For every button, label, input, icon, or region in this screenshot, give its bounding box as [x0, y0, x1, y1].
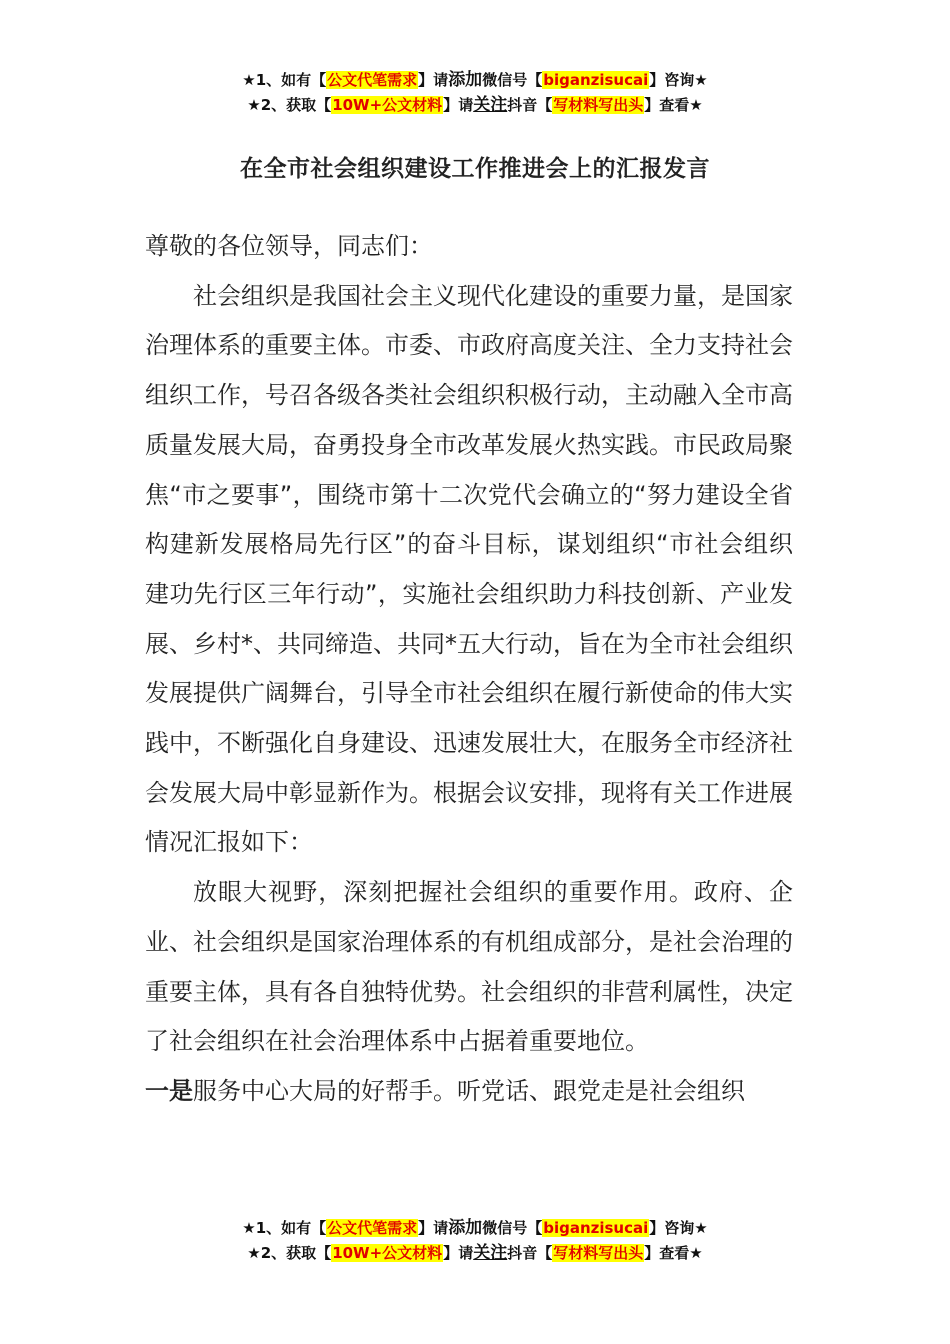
banner-text: ★2、获取【 — [247, 1244, 332, 1262]
footer-banner-line-2 — [0, 1241, 950, 1266]
banner-highlight-douyin-id: 写材料写出头 — [553, 96, 644, 114]
banner-text: 】咨询★ — [649, 71, 708, 89]
banner-highlight-materials: 10W+公文材料 — [332, 96, 443, 114]
banner-text: 】请 — [443, 96, 474, 114]
banner-text: 】请 — [443, 1244, 474, 1262]
document-body — [145, 222, 793, 1117]
banner-text: 】请 — [418, 1219, 449, 1237]
point-lead: 一是 — [145, 1076, 193, 1105]
banner-text: 】咨询★ — [649, 1219, 708, 1237]
banner-text: 】查看★ — [644, 96, 703, 114]
banner-text: 】查看★ — [644, 1244, 703, 1262]
banner-highlight-materials: 10W+公文材料 — [332, 1244, 443, 1262]
banner-text: 】请 — [418, 71, 449, 89]
banner-emphasis: 添加 — [448, 1218, 483, 1238]
header-banner-line-2 — [0, 93, 950, 118]
banner-text: 抖音【 — [507, 1244, 553, 1262]
banner-text: 微信号【 — [482, 71, 543, 89]
banner-text: ★1、如有【 — [242, 1219, 327, 1237]
banner-text: ★2、获取【 — [247, 96, 332, 114]
banner-highlight-douyin-id: 写材料写出头 — [553, 1244, 644, 1262]
salutation: 尊敬的各位领导，同志们： — [145, 232, 433, 260]
header-banner-line-1 — [0, 68, 950, 93]
paragraph-point-one — [145, 1067, 793, 1117]
banner-emphasis: 关注 — [473, 95, 508, 115]
banner-highlight-service: 公文代笔需求 — [327, 1219, 418, 1237]
header-banner — [0, 68, 950, 118]
point-text: 服务中心大局的好帮手。听党话、跟党走是社会组织 — [193, 1076, 745, 1105]
banner-highlight-wechat-id: biganzisucai — [543, 1219, 649, 1237]
banner-text: ★1、如有【 — [242, 71, 327, 89]
paragraph-intro: 社会组织是我国社会主义现代化建设的重要力量，是国家治理体系的重要主体。市委、市政府高度关注、全力支持社会组织工作，号召各级各类社会组织积极行动，主动融入全市高质量发展大局，奋勇投身全市改革发展火热实践。市民政局聚焦“市之要事”，围绕市第十二次党代会确立的“努力建设全省构建新发展格局先行区”的奋斗目标，谋划组织“市社会组织建功先行区三年行动”，实施社会组织助力科技创新、产业发展、乡村*、共同缔造、共同*五大行动，旨在为全市社会组织发展提供广阔舞台，引导全市社会组织在履行新使命的伟大实践中，不断强化自身建设、迅速发展壮大，在服务全市经济社会发展大局中彰显新作为。根据会议安排，现将有关工作进展情况汇报如下： — [145, 281, 793, 857]
footer-banner — [0, 1216, 950, 1266]
paragraph-role: 放眼大视野，深刻把握社会组织的重要作用。政府、企业、社会组织是国家治理体系的有机组成部分，是社会治理的重要主体，具有各自独特优势。社会组织的非营利属性，决定了社会组织在社会治理体系中占据着重要地位。 — [145, 878, 793, 1056]
document-title: 在全市社会组织建设工作推进会上的汇报发言 — [240, 156, 710, 182]
banner-highlight-wechat-id: biganzisucai — [543, 71, 649, 89]
banner-text: 微信号【 — [482, 1219, 543, 1237]
footer-banner-line-1 — [0, 1216, 950, 1241]
banner-highlight-service: 公文代笔需求 — [327, 71, 418, 89]
banner-text: 抖音【 — [507, 96, 553, 114]
banner-emphasis: 关注 — [473, 1243, 508, 1263]
banner-emphasis: 添加 — [448, 70, 483, 90]
